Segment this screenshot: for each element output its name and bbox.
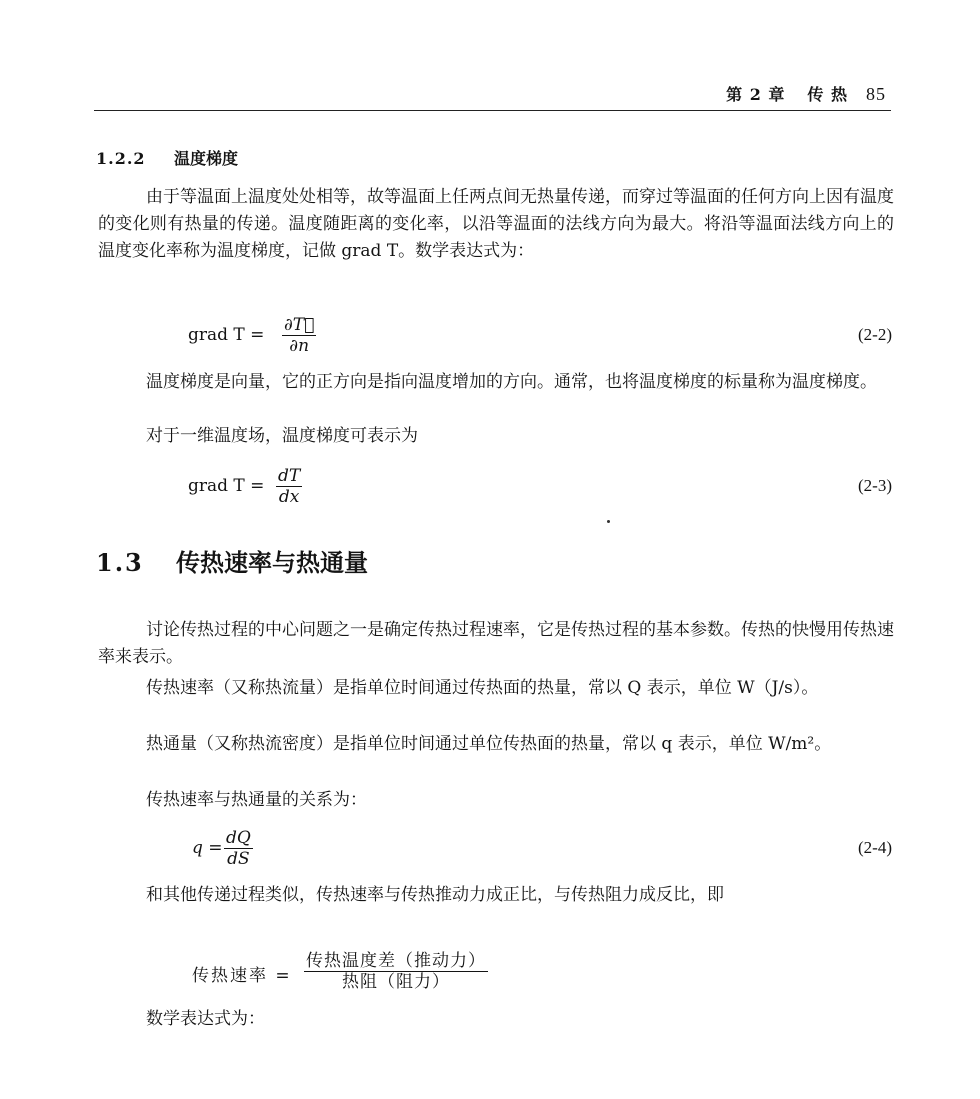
chapter-title: 传 热 [807,85,848,104]
stray-dot [607,520,610,523]
equation-lhs: q = [192,838,223,858]
paragraph-heat-flux-definition: 热通量（又称热流密度）是指单位时间通过单位传热面的热量，常以 q 表示，单位 W/m²。 [146,734,832,754]
header-rule [94,110,891,111]
paragraph-proportionality: 和其他传递过程类似，传热速率与传热推动力成正比，与传热阻力成反比，即 [146,885,724,905]
paragraph-relation: 传热速率与热通量的关系为： [146,790,367,810]
equation-number: (2-2) [858,325,892,344]
fraction-denominator: ∂n [289,336,310,356]
equation-lhs: 传热速率 = [192,966,292,986]
chapter-label: 第 2 章 [726,85,786,104]
fraction-numerator: dT [278,466,301,486]
equation-fraction [276,466,302,507]
paragraph-rate-intro: 讨论传热过程的中心问题之一是确定传热过程速率，它是传热过程的基本参数。传热的快慢用传热速率来表示。 [98,620,894,667]
equation-fraction [304,951,488,992]
section-number: 1.3 [96,548,144,577]
equation-fraction [224,828,253,869]
running-header [726,82,886,105]
paragraph-heat-rate-definition: 传热速率（又称热流量）是指单位时间通过传热面的热量，常以 Q 表示，单位 W（J/s）。 [146,678,819,698]
equation-number: (2-3) [858,476,892,495]
section-title: 传热速率与热通量 [176,548,368,577]
equation-number: (2-4) [858,838,892,857]
fraction-denominator: dx [278,487,300,507]
fraction-numerator: dQ [226,828,251,848]
section-number: 1.2.2 [96,149,146,168]
page-number: 85 [866,84,886,104]
section-heading-1-2-2 [96,146,238,169]
fraction-denominator: 热阻（阻力） [342,972,450,992]
equation-2-4 [0,828,980,872]
equation-fraction [282,315,316,356]
paragraph-math-expression: 数学表达式为： [146,1009,265,1029]
fraction-denominator: dS [227,849,250,869]
paragraph-one-dimensional: 对于一维温度场，温度梯度可表示为 [146,426,418,446]
paragraph-gradient-vector: 温度梯度是向量，它的正方向是指向温度增加的方向。通常，也将温度梯度的标量称为温度梯度。 [146,372,877,392]
equation-word-form [0,951,980,995]
equation-2-3 [0,466,980,510]
section-title: 温度梯度 [174,149,239,168]
fraction-numerator: ∂T⃗ [284,315,315,335]
fraction-numerator: 传热温度差（推动力） [306,951,486,971]
equation-lhs: grad T = [188,476,265,496]
section-heading-1-3 [96,543,368,578]
paragraph-gradient-intro: 由于等温面上温度处处相等，故等温面上任两点间无热量传递，而穿过等温面的任何方向上因有温度的变化则有热量的传递。温度随距离的变化率，以沿等温面的法线方向为最大。将沿等温面法线方向上的温度变化率称为温度梯度，记做 grad T。数学表达式为： [98,187,894,261]
equation-lhs: grad T = [188,325,265,345]
equation-2-2 [0,315,980,359]
